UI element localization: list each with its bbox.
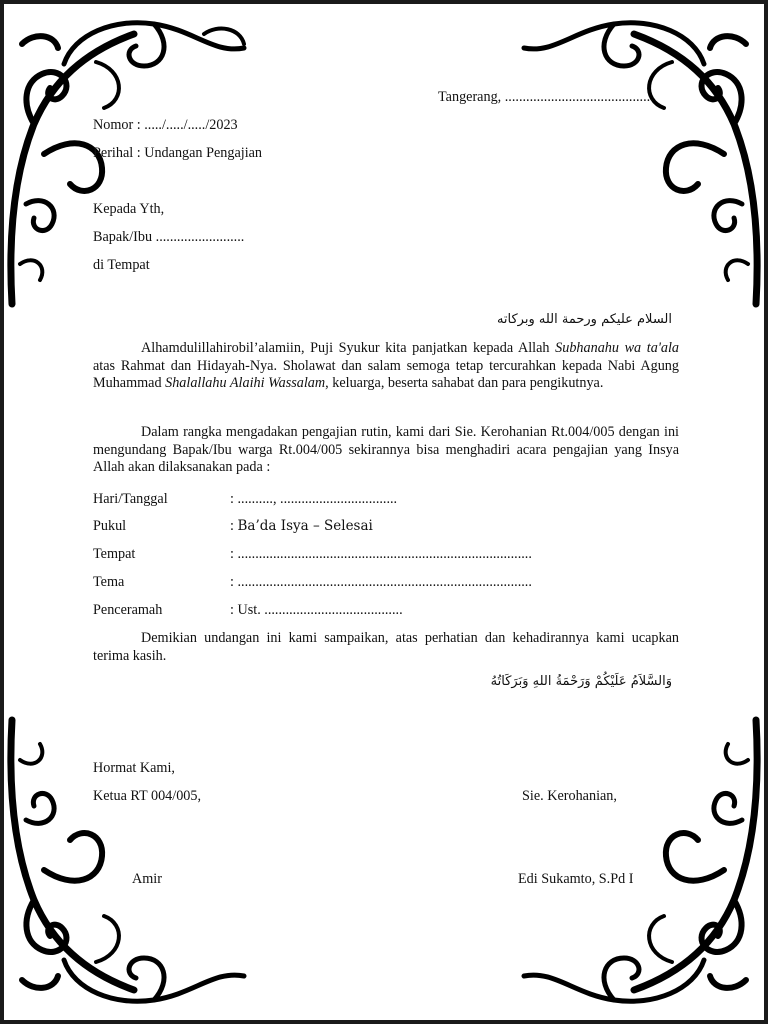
detail-label-place: Tempat [93,546,136,562]
paragraph-closing [93,630,679,665]
detail-value-speaker: : Ust. ....................................... [230,602,403,618]
detail-value-theme: : ................................................................................... [230,574,532,590]
recipient-line-2: Bapak/Ibu ......................... [93,229,245,245]
detail-value-place: : ................................................................................... [230,546,532,562]
paragraph-closing-text: Demikian undangan ini kami sampaikan, atas perhatian dan kehadirannya kami ucapkan terima kasih. [93,630,679,664]
detail-value-time [230,518,373,535]
signer-right-title: Sie. Kerohanian, [522,788,617,804]
place-date: Tangerang, .......................................... [438,89,654,105]
letter-page [4,4,764,1020]
recipient-line-1: Kepada Yth, [93,201,165,217]
letter-subject: Perihal : Undangan Pengajian [93,145,263,161]
closing-phrase: Hormat Kami, [93,760,175,776]
detail-label-speaker: Penceramah [93,602,163,618]
detail-value-date: : .........., ................................. [230,491,398,507]
paragraph-opening-text-1: Alhamdulillahirobil’alamiin, Puji Syukur kita panjatkan kepada Allah [141,340,556,356]
closing-greeting-arabic: وَالسَّلاَمُ عَلَيْكُمْ وَرَحْمَةُ اللهِ وَبَرَكَاتُهُ [490,674,672,689]
opening-greeting-arabic: السلام عليكم ورحمة الله وبركاته [496,312,672,327]
detail-label-time: Pukul [93,518,127,534]
paragraph-opening-italic-2: Shalallahu Alaihi Wassalam [165,375,326,392]
paragraph-opening [93,340,679,393]
paragraph-opening-text-2: atas Rahmat dan Hidayah-Nya. Sholawat dan salam semoga tetap tercurahkan kepada Nabi Agung Muhammad [93,357,679,392]
paragraph-invitation [93,424,679,477]
corner-ornament-top-right [524,23,757,304]
recipient-line-3: di Tempat [93,257,150,273]
detail-label-date: Hari/Tanggal [93,491,168,507]
detail-value-time-prefix: : [230,518,238,534]
corner-ornament-bottom-right [524,720,757,1001]
signer-right-name: Edi Sukamto, S.Pd I [518,871,634,887]
signer-left-name: Amir [132,871,162,887]
paragraph-opening-text-3: , keluarga, beserta sahabat dan para pengikutnya. [325,375,604,392]
letter-number: Nomor : ...../...../...../2023 [93,117,238,133]
paragraph-opening-italic-1: Subhanahu wa ta'ala [555,340,679,356]
detail-value-time-text: Ba’da Isya – Selesai [237,518,373,534]
signer-left-title: Ketua RT 004/005, [93,788,202,804]
detail-label-theme: Tema [93,574,125,590]
paragraph-invitation-text: Dalam rangka mengadakan pengajian rutin, kami dari Sie. Kerohanian Rt.004/005 dengan ini mengundang Bapak/Ibu warga Rt.004/005 sekirannya bisa menghadiri acara pengajian yang Insya Allah akan dilaksanakan pada : [93,424,679,476]
